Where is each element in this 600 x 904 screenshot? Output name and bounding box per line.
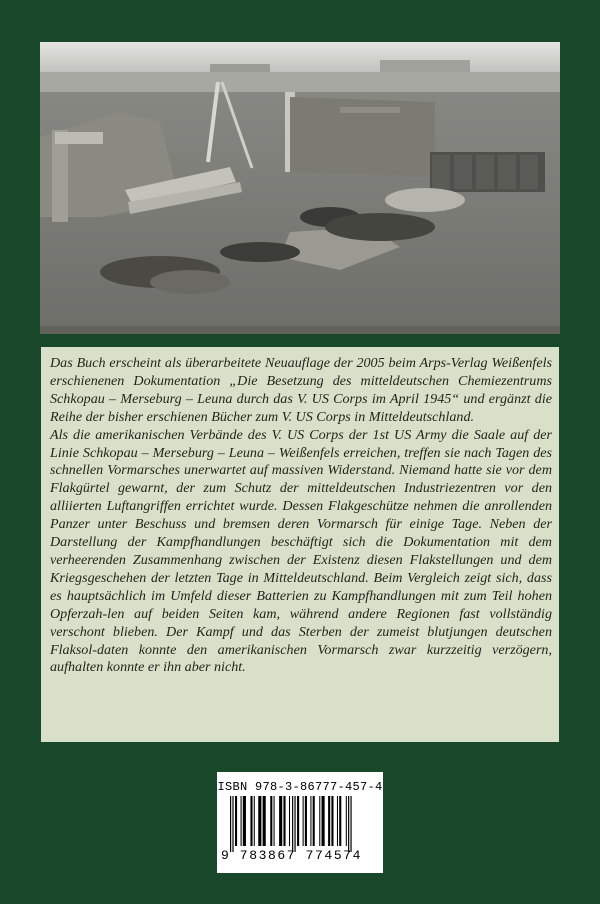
blurb-paragraph-1: Das Buch erscheint als überarbeitete Neuauflage der 2005 beim Arps-Verlag Weißenfels erschienenen Dokumentation „Die Besetzung des mitteldeutschen Chemiezentrums Schkopau – Merseburg – Leuna durch das V. US Corps im April 1945“ und ergänzt die Reihe der bisher erschienen Bücher zum V. US Corps in Mitteldeutschland. xyxy=(50,355,552,425)
isbn-barcode xyxy=(217,772,383,873)
blurb-panel xyxy=(41,347,559,742)
barcode-icon xyxy=(228,796,374,856)
isbn-label: ISBN 978-3-86777-457-4 xyxy=(217,780,383,794)
wartime-photo-icon xyxy=(40,42,560,334)
ean-digits: 9 783867 774574 xyxy=(221,848,363,863)
blurb-paragraph-2: Als die amerikanischen Verbände des V. US Corps der 1st US Army die Saale auf der Linie Schkopau – Merseburg – Leuna – Weißenfels erreichen, treffen sie nach Tagen des schnellen Vormarsches unerwartet auf massiven Widerstand. Niemand hatte sie vor dem Flakgürtel gewarnt, der zum Schutz der mitteldeutschen Industriezentren vor den alliierten Luftangriffen errichtet wurde. Dessen Flakgeschütze nehmen die anrollenden Panzer unter Beschuss und bremsen deren Vormarsch für einige Tage. Neben der Darstellung der Kampfhandlungen beschäftigt sich die Dokumentation mit dem verheerenden Zusammenhang zwischen der Existenz diesen Flakstellungen und dem Kriegsgeschehen der letzten Tage in Mitteldeutschland. Beim Vergleich zeigt sich, dass es hauptsächlich im Umfeld dieser Batterien zu Kampfhandlungen mit zum Teil hohen Opferzah-len auf beiden Seiten kam, während andere Regionen fast vollständig verschont blieben. Der Kampf und das Sterben der zumeist blutjungen deutschen Flaksol-daten konnte den amerikanischen Vormarsch zwar kurzzeitig verzögern, aufhalten konnte er ihn aber nicht. xyxy=(50,426,552,676)
cover-photo xyxy=(40,42,560,334)
